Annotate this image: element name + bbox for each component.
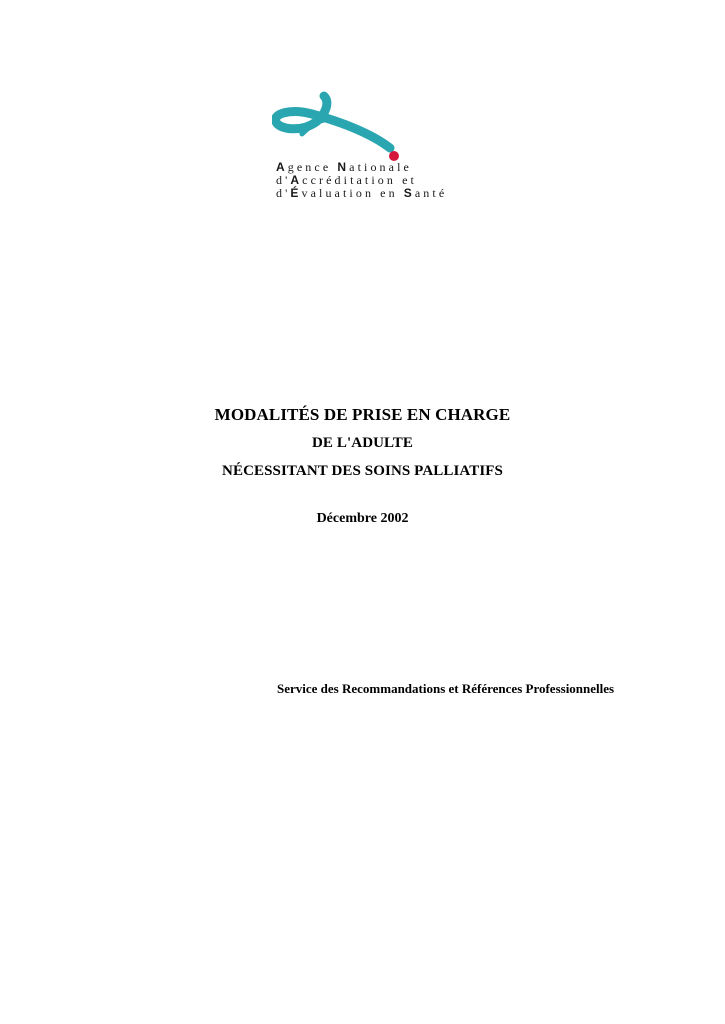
logo-word: ationale <box>349 160 412 174</box>
service-name: Service des Recommandations et Références Professionnelles <box>277 681 615 696</box>
logo-line-3 <box>276 187 447 200</box>
title-line-3: NÉCESSITANT DES SOINS PALLIATIFS <box>222 463 503 479</box>
title-line-2: DE L'ADULTE <box>312 435 413 451</box>
logo-initial: A <box>276 160 288 174</box>
logo-prefix: d' <box>276 173 291 187</box>
logo-swoosh-icon <box>272 90 462 170</box>
logo-text <box>276 161 447 200</box>
logo-word: valuation en <box>301 186 404 200</box>
logo-initial: S <box>403 186 415 200</box>
agency-logo <box>272 90 462 210</box>
logo-word: ccréditation et <box>302 173 417 187</box>
logo-initial: N <box>337 160 350 174</box>
logo-word: gence <box>287 160 338 174</box>
logo-initial: A <box>290 173 303 187</box>
document-title <box>0 401 725 485</box>
document-date: Décembre 2002 <box>316 511 409 526</box>
logo-prefix: d' <box>276 186 291 200</box>
logo-initial: É <box>290 186 302 200</box>
title-line-1: MODALITÉS DE PRISE EN CHARGE <box>214 405 511 424</box>
logo-word: anté <box>414 186 448 200</box>
